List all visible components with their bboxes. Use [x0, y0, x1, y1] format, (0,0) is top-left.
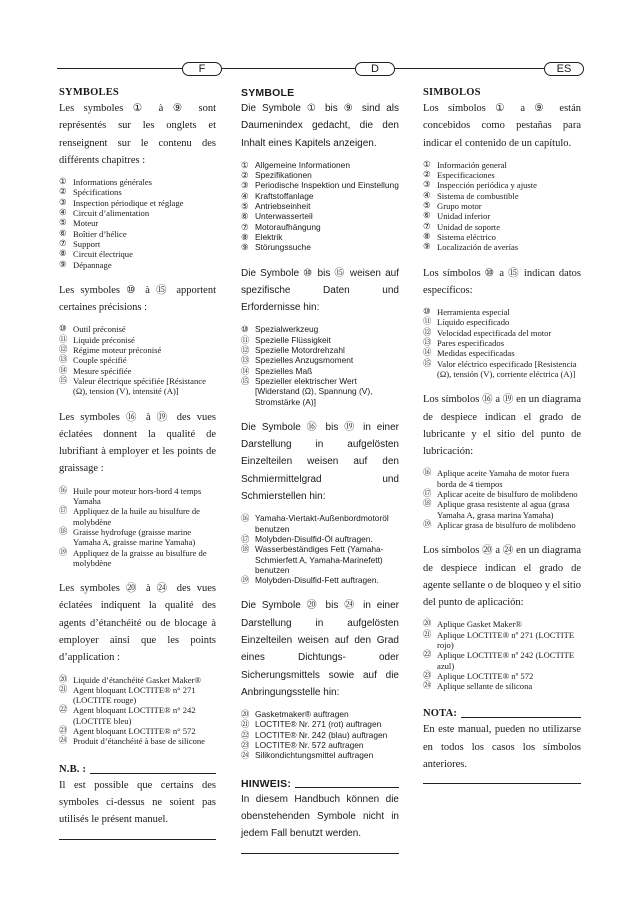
column-french	[59, 86, 216, 840]
symbol-description: Aplique grasa resistente al agua (grasa Yamaha A, grasa marina Yamaha)	[437, 499, 570, 520]
list-item	[423, 328, 581, 338]
symbol-description: Spezielles Anzugsmoment	[255, 355, 354, 366]
symbol-description: Couple spécifié	[73, 355, 127, 366]
symbol-number: ⑪	[423, 317, 432, 327]
symbol-number: ㉒	[59, 705, 68, 715]
symbol-description: Liquide préconisé	[73, 334, 135, 345]
list-item	[59, 726, 216, 736]
symbol-description: Medidas especificadas	[437, 348, 515, 359]
symbol-description: Produit d’étanchéité à base de silicone	[73, 736, 205, 747]
note-label: NOTA:	[423, 708, 458, 720]
symbol-number: ⑨	[423, 242, 431, 252]
symbol-number: ⑤	[241, 201, 249, 212]
symbol-number: ㉓	[59, 726, 68, 736]
symbol-number: ⑦	[59, 238, 67, 248]
intro-paragraph: Los símbolos ① a ⑨ están concebidos como pestañas para indicar el contenido de un capítulo.	[423, 103, 581, 149]
symbol-description: Aplicar aceite de bisulfuro de molibdeno	[437, 489, 578, 500]
symbol-description: Spezielle Flüssigkeit	[255, 334, 331, 345]
symbol-number: ①	[241, 159, 249, 170]
column-german	[241, 86, 399, 854]
symbol-description: Moteur	[73, 218, 99, 229]
symbol-number: ⑭	[241, 365, 250, 376]
list-item	[423, 222, 581, 232]
symbol-number: ⑮	[59, 375, 68, 385]
list-item	[241, 709, 399, 719]
list-item	[59, 229, 216, 239]
symbol-description: Líquido especificado	[437, 317, 510, 328]
symbol-number: ㉓	[423, 670, 432, 680]
list-item	[59, 239, 216, 249]
symbol-number: ⑱	[241, 544, 250, 555]
list-item	[59, 345, 216, 355]
symbol-number: ㉑	[423, 629, 432, 639]
symbol-number: ⑯	[59, 485, 68, 495]
symbol-description: Antriebseinheit	[255, 201, 311, 212]
symbol-description: Unterwasserteil	[255, 211, 313, 222]
symbol-number: ⑪	[241, 334, 250, 345]
list-item	[423, 211, 581, 221]
language-tab-bar	[57, 62, 584, 75]
paragraph: Die Symbole ⑳ bis ㉔ in einer Darstellung in aufgelösten Einzelteilen weisen auf den Grad eines Dichtungs- oder Sicherungsmittels sowie auf die Anbringungsstelle hin:	[241, 600, 399, 698]
symbol-number: ⑥	[241, 211, 249, 222]
symbol-number: ②	[423, 170, 431, 180]
symbol-description: Spezifikationen	[255, 170, 312, 181]
symbol-description: Huile pour moteur hors-bord 4 temps Yamaha	[73, 485, 202, 507]
intro-paragraph: Die Symbole ① bis ⑨ sind als Daumenindex gedacht, die den Inhalt eines Kapitels anzeigen.	[241, 103, 399, 149]
list-item	[59, 685, 216, 706]
symbol-list	[241, 160, 399, 253]
symbol-number: ⑭	[423, 348, 432, 358]
symbol-number: ⑭	[59, 365, 68, 375]
section-heading: SYMBOLE	[241, 87, 295, 99]
tab-rule	[57, 68, 584, 69]
symbol-number: ⑱	[59, 526, 68, 536]
list-item	[423, 180, 581, 190]
list-item	[59, 198, 216, 208]
symbol-description: Gasketmaker® auftragen	[255, 709, 349, 720]
tab-d[interactable]: D	[355, 62, 395, 76]
symbol-number: ⑲	[241, 575, 250, 586]
list-item	[423, 650, 581, 671]
symbol-number: ㉑	[59, 684, 68, 694]
symbol-number: ⑨	[59, 259, 67, 269]
symbol-number: ⑫	[241, 345, 250, 356]
symbol-description: Mesure spécifiée	[73, 365, 132, 376]
symbol-description: Inspección periódica y ajuste	[437, 180, 537, 191]
list-item	[241, 180, 399, 190]
symbol-number: ⑫	[423, 327, 432, 337]
list-item	[423, 671, 581, 681]
list-item	[423, 201, 581, 211]
symbol-description: Unidad inferior	[437, 211, 491, 222]
list-item	[423, 160, 581, 170]
symbol-description: Sistema de combustible	[437, 190, 519, 201]
symbol-description: Especificaciones	[437, 170, 495, 181]
list-item	[59, 675, 216, 685]
paragraph: Los símbolos ⑳ a ㉔ en un diagrama de despiece indican el grado de agente sellante o de bloqueo y el sitio del punto de aplicación:	[423, 545, 581, 609]
symbol-number: ⑨	[241, 242, 249, 253]
symbol-description: Agent bloquant LOCTITE® n° 242 (LOCTITE bleu)	[73, 705, 196, 726]
symbol-description: Información general	[437, 159, 507, 170]
symbol-description: Liquide d’étanchéité Gasket Maker®	[73, 674, 201, 685]
symbol-description: Boîtier d’hélice	[73, 228, 127, 239]
list-item	[241, 376, 399, 407]
symbol-description: Unidad de soporte	[437, 221, 501, 232]
symbol-description: Aplique LOCTITE® nº 271 (LOCTITE rojo)	[437, 629, 575, 650]
list-item	[59, 366, 216, 376]
symbol-list	[241, 709, 399, 760]
symbol-number: ⑲	[59, 547, 68, 557]
symbol-number: ④	[423, 190, 431, 200]
symbol-list	[423, 619, 581, 691]
symbol-number: ⑯	[423, 468, 432, 478]
symbol-number: ㉔	[423, 681, 432, 691]
list-item	[423, 242, 581, 252]
symbol-number: ⑮	[423, 358, 432, 368]
symbol-description: Agent bloquant LOCTITE® n° 572	[73, 726, 196, 737]
symbol-number: ⑧	[423, 231, 431, 241]
symbol-number: ㉒	[241, 729, 250, 740]
symbol-number: ⑦	[241, 221, 249, 232]
list-item	[241, 232, 399, 242]
note-text: Il est possible que certains des symboles ci-dessus ne soient pas utilisés le présent manuel.	[59, 779, 216, 826]
symbol-number: ⑪	[59, 334, 68, 344]
list-item	[241, 730, 399, 740]
list-item	[241, 160, 399, 170]
list-item	[241, 355, 399, 365]
list-item	[241, 513, 399, 534]
note-rule	[461, 717, 581, 718]
symbol-number: ⑧	[241, 231, 249, 242]
list-item	[59, 335, 216, 345]
symbol-number: ⑳	[423, 619, 432, 629]
symbol-description: Inspection périodique et réglage	[73, 197, 184, 208]
symbol-number: ㉑	[241, 719, 250, 730]
list-item	[423, 232, 581, 242]
tab-es[interactable]: ES	[544, 62, 584, 76]
symbol-description: Molybden-Disulfid-Öl auftragen.	[255, 533, 373, 544]
symbol-number: ⑰	[59, 506, 68, 516]
symbol-list	[59, 486, 216, 568]
list-item	[241, 201, 399, 211]
list-item	[423, 307, 581, 317]
symbol-number: ①	[423, 159, 431, 169]
symbol-description: Aplique sellante de silicona	[437, 681, 533, 692]
list-item	[423, 191, 581, 201]
symbol-description: Spezielle Motordrehzahl	[255, 345, 345, 356]
symbol-number: ⑰	[423, 489, 432, 499]
symbol-description: Aplique LOCTITE® nº 242 (LOCTITE azul)	[437, 650, 575, 671]
list-item	[59, 506, 216, 527]
symbol-description: Herramienta especial	[437, 307, 510, 318]
section-heading: SYMBOLES	[59, 87, 119, 98]
list-item	[59, 208, 216, 218]
list-item	[59, 355, 216, 365]
symbol-list	[59, 675, 216, 747]
list-item	[423, 499, 581, 520]
list-item	[423, 520, 581, 530]
list-item	[241, 719, 399, 729]
paragraph: Les symboles ⑳ à ㉔ des vues éclatées indiquent la qualité des agents d’étanchéité ou de blocage à employer ainsi que les points d’application :	[59, 583, 216, 664]
list-item	[59, 376, 216, 397]
symbol-description: Pares especificados	[437, 338, 505, 349]
symbol-number: ③	[423, 180, 431, 190]
list-item	[241, 575, 399, 585]
symbol-number: ㉓	[241, 740, 250, 751]
symbol-number: ③	[241, 180, 249, 191]
list-item	[59, 249, 216, 259]
section-heading: SIMBOLOS	[423, 87, 481, 98]
list-item	[423, 619, 581, 629]
symbol-description: Valeur électrique spécifiée [Résistance (Ω), tension (V), intensité (A)]	[73, 375, 206, 397]
list-item	[241, 191, 399, 201]
symbol-number: ②	[241, 170, 249, 181]
symbol-description: Outil préconisé	[73, 324, 126, 335]
symbol-description: LOCTITE® Nr. 572 auftragen	[255, 740, 364, 751]
symbol-number: ⑳	[241, 709, 250, 720]
symbol-list	[423, 307, 581, 379]
symbol-number: ⑫	[59, 345, 68, 355]
symbol-list	[59, 324, 216, 396]
symbol-description: Spezielles Maß	[255, 365, 313, 376]
list-item	[423, 170, 581, 180]
list-item	[59, 486, 216, 507]
symbol-number: ⑧	[59, 249, 67, 259]
paragraph: Die Symbole ⑩ bis ⑮ weisen auf spezifische Daten und Erfordernisse hin:	[241, 267, 399, 314]
symbol-description: Grupo motor	[437, 201, 482, 212]
list-item	[59, 705, 216, 726]
list-item	[241, 170, 399, 180]
symbol-description: Wasserbeständiges Fett (Yamaha-Schmierfett A, Yamaha-Marinefett) benutzen	[255, 544, 384, 575]
symbol-description: Appliquez de la huile au bisulfure de molybdène	[73, 506, 200, 527]
list-item	[59, 187, 216, 197]
list-item	[241, 750, 399, 760]
symbol-number: ⑩	[59, 324, 67, 334]
symbol-number: ④	[59, 208, 67, 218]
list-item	[241, 222, 399, 232]
symbol-description: Yamaha-Viertakt-Außenbordmotoröl benutzen	[255, 513, 389, 534]
symbol-description: Régime moteur préconisé	[73, 345, 162, 356]
list-item	[241, 335, 399, 345]
note-header	[423, 707, 581, 721]
note-label: N.B. :	[59, 763, 87, 775]
column-spanish	[423, 86, 581, 784]
symbol-description: Aplique Gasket Maker®	[437, 619, 522, 630]
symbol-number: ⑯	[241, 513, 250, 524]
symbol-description: Informations générales	[73, 177, 152, 188]
list-item	[423, 681, 581, 691]
symbol-description: Aplique LOCTITE® nº 572	[437, 670, 534, 681]
symbol-number: ㉔	[241, 750, 250, 761]
list-item	[423, 338, 581, 348]
symbol-list	[59, 177, 216, 270]
note-header	[241, 777, 399, 791]
paragraph: Les symboles ⑩ à ⑮ apportent certaines précisions :	[59, 284, 216, 314]
list-item	[241, 534, 399, 544]
list-item	[241, 544, 399, 575]
symbol-description: Support	[73, 238, 101, 249]
symbol-number: ⑮	[241, 375, 250, 386]
symbol-list	[423, 160, 581, 253]
symbol-number: ⑥	[59, 228, 67, 238]
symbol-description: Silikondichtungsmittel auftragen	[255, 750, 374, 761]
symbol-list	[423, 468, 581, 530]
symbol-number: ㉔	[59, 736, 68, 746]
list-item	[241, 366, 399, 376]
list-item	[241, 211, 399, 221]
symbol-number: ⑬	[423, 338, 432, 348]
note-rule	[295, 787, 399, 788]
symbol-number: ①	[59, 177, 67, 187]
symbol-description: Sistema eléctrico	[437, 231, 496, 242]
note-rule	[90, 773, 216, 774]
symbol-number: ㉒	[423, 650, 432, 660]
list-item	[241, 740, 399, 750]
list-item	[59, 260, 216, 270]
symbol-number: ⑬	[59, 355, 68, 365]
list-item	[59, 736, 216, 746]
paragraph: Los símbolos ⑯ a ⑲ en un diagrama de despiece indican el grado de lubricante y el sitio del punto de lubricación:	[423, 394, 581, 458]
note-label: HINWEIS:	[241, 777, 292, 790]
symbol-list	[241, 324, 399, 406]
symbol-number: ③	[59, 197, 67, 207]
list-item	[423, 468, 581, 489]
symbol-description: Allgemeine Informationen	[255, 159, 350, 170]
paragraph: Les symboles ⑯ à ⑲ des vues éclatées donnent la qualité de lubrifiant à employer et les points de graissage :	[59, 411, 216, 475]
symbol-number: ⑦	[423, 221, 431, 231]
symbol-number: ⑤	[423, 201, 431, 211]
list-item	[59, 527, 216, 548]
note-header	[59, 763, 216, 777]
paragraph: Los símbolos ⑩ a ⑮ indican datos específicos:	[423, 267, 581, 296]
symbol-description: Aplicar grasa de bisulfuro de molibdeno	[437, 519, 576, 530]
symbol-description: Spezieller elektrischer Wert [Widerstand (Ω), Spannung (V), Stromstärke (A)]	[255, 375, 373, 407]
symbol-description: Valor eléctrico especificado [Resistencia (Ω), tensión (V), corriente eléctrica (A)]	[437, 358, 577, 379]
list-item	[59, 218, 216, 228]
symbol-description: Graisse hydrofuge (graisse marine Yamaha A, graisse marine Yamaha)	[73, 526, 196, 548]
symbol-description: Appliquez de la graisse au bisulfure de molybdène	[73, 547, 207, 568]
list-item	[423, 317, 581, 327]
symbol-number: ⑤	[59, 218, 67, 228]
list-item	[423, 489, 581, 499]
note-text: In diesem Handbuch können die obenstehenden Symbole nicht in jedem Fall benutzt werden.	[241, 793, 399, 840]
symbol-description: Agent bloquant LOCTITE® n° 271 (LOCTITE rouge)	[73, 684, 196, 706]
symbol-description: Molybden-Disulfid-Fett auftragen.	[255, 575, 379, 586]
list-item	[241, 345, 399, 355]
symbol-description: LOCTITE® Nr. 242 (blau) auftragen	[255, 729, 388, 740]
list-item	[241, 324, 399, 334]
list-item	[423, 348, 581, 358]
symbol-number: ⑩	[241, 324, 249, 335]
symbol-description: Velocidad especificada del motor	[437, 327, 552, 338]
symbol-description: Spécifications	[73, 187, 122, 198]
list-item	[59, 177, 216, 187]
symbol-description: Circuit électrique	[73, 249, 133, 260]
list-item	[241, 242, 399, 252]
symbol-number: ⑰	[241, 533, 250, 544]
list-item	[423, 630, 581, 651]
symbol-number: ④	[241, 190, 249, 201]
list-item	[423, 359, 581, 380]
symbol-number: ⑳	[59, 674, 68, 684]
symbol-description: Dépannage	[73, 259, 112, 270]
symbol-number: ⑥	[423, 211, 431, 221]
symbol-number: ②	[59, 187, 67, 197]
list-item	[59, 324, 216, 334]
symbol-description: Circuit d’alimentation	[73, 208, 150, 219]
list-item	[59, 548, 216, 569]
symbol-number: ⑱	[423, 499, 432, 509]
symbol-number: ⑲	[423, 519, 432, 529]
note-text: En este manual, pueden no utilizarse en todos los casos los símbolos anteriores.	[423, 724, 581, 771]
symbol-description: Spezialwerkzeug	[255, 324, 319, 335]
symbol-description: LOCTITE® Nr. 271 (rot) auftragen	[255, 719, 382, 730]
symbol-description: Elektrik	[255, 231, 283, 242]
symbol-list	[241, 513, 399, 585]
symbol-number: ⑩	[423, 307, 431, 317]
symbol-description: Periodische Inspektion und Einstellung	[255, 180, 399, 191]
tab-f[interactable]: F	[182, 62, 222, 76]
paragraph: Die Symbole ⑯ bis ⑲ in einer Darstellung in aufgelösten Einzelteilen weisen auf den Schmiermittelgrad und Schmierstellen hin:	[241, 421, 399, 503]
symbol-number: ⑬	[241, 355, 250, 366]
symbol-description: Aplique aceite Yamaha de motor fuera borda de 4 tiempos	[437, 468, 570, 489]
symbol-description: Motoraufhängung	[255, 221, 321, 232]
symbol-description: Störungssuche	[255, 242, 311, 253]
intro-paragraph: Les symboles ① à ⑨ sont représentés sur les onglets et renseignent sur le contenu des différents chapitres :	[59, 103, 216, 166]
symbol-description: Localización de averías	[437, 242, 519, 253]
symbol-description: Kraftstoffanlage	[255, 190, 314, 201]
